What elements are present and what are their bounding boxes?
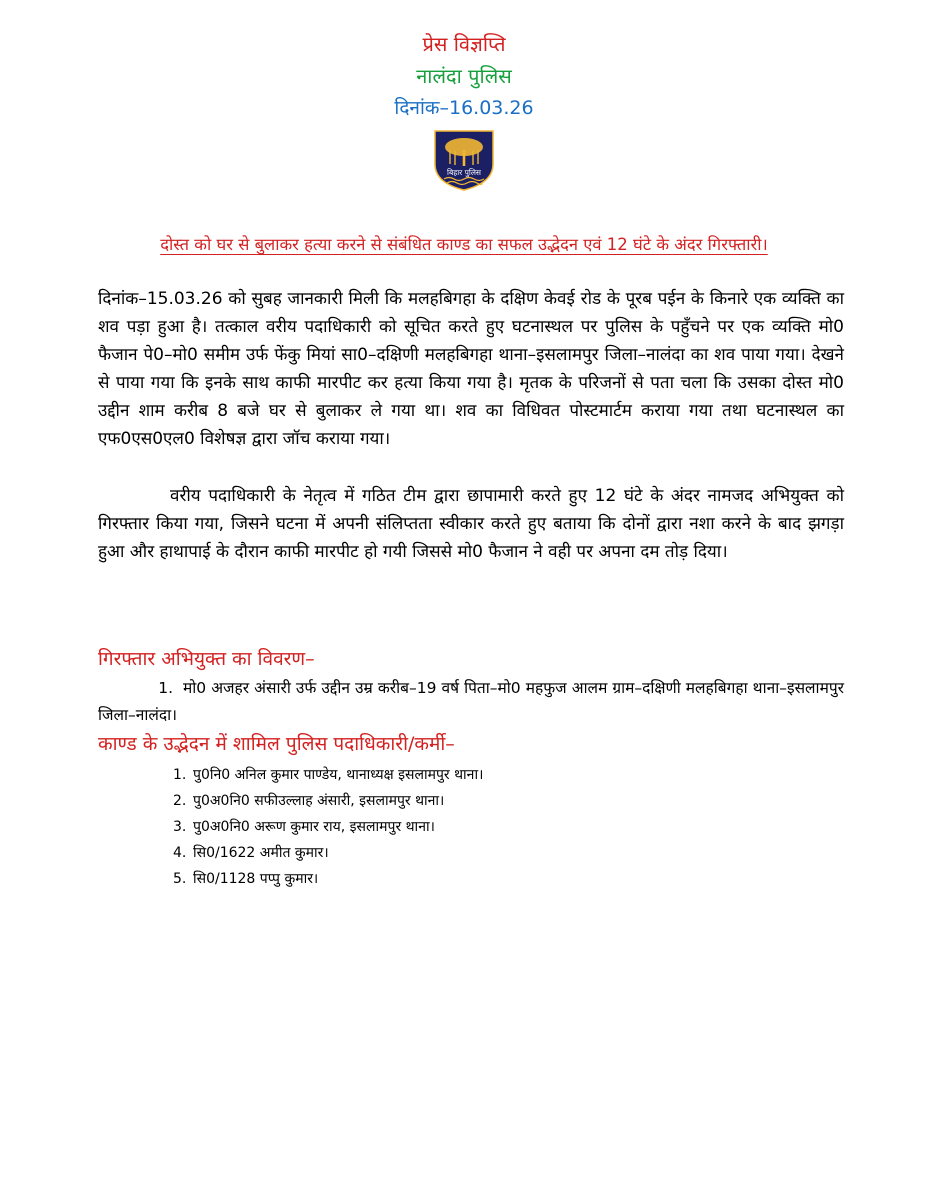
body-paragraph-1: दिनांक–15.03.26 को सुबह जानकारी मिली कि मलहबिगहा के दक्षिण केवई रोड के पूरब पईन के किनारे एक व्यक्ति का शव पड़ा हुआ है। तत्काल वरीय पदाधिकारी को सूचित करते हुए घटनास्थल पर पुलिस के पहुँचने पर एक व्यक्ति मो0 फैजान पे0–मो0 समीम उर्फ फेंकु मियां सा0–दक्षिणी मलहबिगहा थाना–इसलामपुर जिला–नालंदा का शव पाया गया। देखने से पाया गया कि इनके साथ काफी मारपीट कर हत्या किया गया है। मृतक के परिजनों से पता चला कि उसका दोस्त मो0 उद्दीन शाम करीब 8 बजे घर से बुलाकर ले गया था। शव का विधिवत पोस्टमार्टम कराया गया तथा घटनास्थल का एफ0एस0एल0 विशेषज्ञ द्वारा जॉच कराया गया। xyxy=(98,289,844,449)
release-date: दिनांक–16.03.26 xyxy=(394,97,534,119)
team-member: 3. पु0अ0नि0 अरूण कुमार राय, इसलामपुर थाना। xyxy=(173,819,435,835)
team-member: 1. पु0नि0 अनिल कुमार पाण्डेय, थानाध्यक्ष इसलामपुर थाना। xyxy=(173,767,484,783)
team-member-list xyxy=(173,762,483,892)
accused-number: 1. xyxy=(158,679,173,697)
bihar-police-logo xyxy=(432,128,496,192)
police-unit-title: नालंदा पुलिस xyxy=(416,64,512,88)
team-member: 5. सि0/1128 पप्पु कुमार। xyxy=(173,871,319,887)
logo-label: बिहार पुलिस xyxy=(447,168,481,177)
headline: दोस्त को घर से बुलाकर हत्या करने से संबंधित काण्ड का सफल उद्भेदन एवं 12 घंटे के अंदर गिरफ्तारी। xyxy=(160,235,768,254)
accused-details xyxy=(98,675,844,729)
accused-text: मो0 अजहर अंसारी उर्फ उद्दीन उम्र करीब–19 वर्ष पिता–मो0 महफुज आलम ग्राम–दक्षिणी मलहबिगहा थाना–इसलामपुर जिला–नालंदा। xyxy=(98,679,844,724)
body-paragraph-2: वरीय पदाधिकारी के नेतृत्व में गठित टीम द्वारा छापामारी करते हुए 12 घंटे के अंदर नामजद अभियुक्त को गिरफ्तार किया गया, जिसने घटना में अपनी संलिप्तता स्वीकार करते हुए बताया कि दोनों द्वारा नशा करने के बाद झगड़ा हुआ और हाथापाई के दौरान काफी मारपीट हो गयी जिससे मो0 फैजान ने वही पर अपना दम तोड़ दिया। xyxy=(98,486,844,562)
press-release-title: प्रेस विज्ञप्ति xyxy=(422,32,506,56)
team-section-title: काण्ड के उद्भेदन में शामिल पुलिस पदाधिकारी/कर्मी– xyxy=(98,733,455,755)
accused-section-title: गिरफ्तार अभियुक्त का विवरण– xyxy=(98,648,315,670)
team-member: 4. सि0/1622 अमीत कुमार। xyxy=(173,845,329,861)
team-member: 2. पु0अ0नि0 सफीउल्लाह अंसारी, इसलामपुर थाना। xyxy=(173,793,445,809)
